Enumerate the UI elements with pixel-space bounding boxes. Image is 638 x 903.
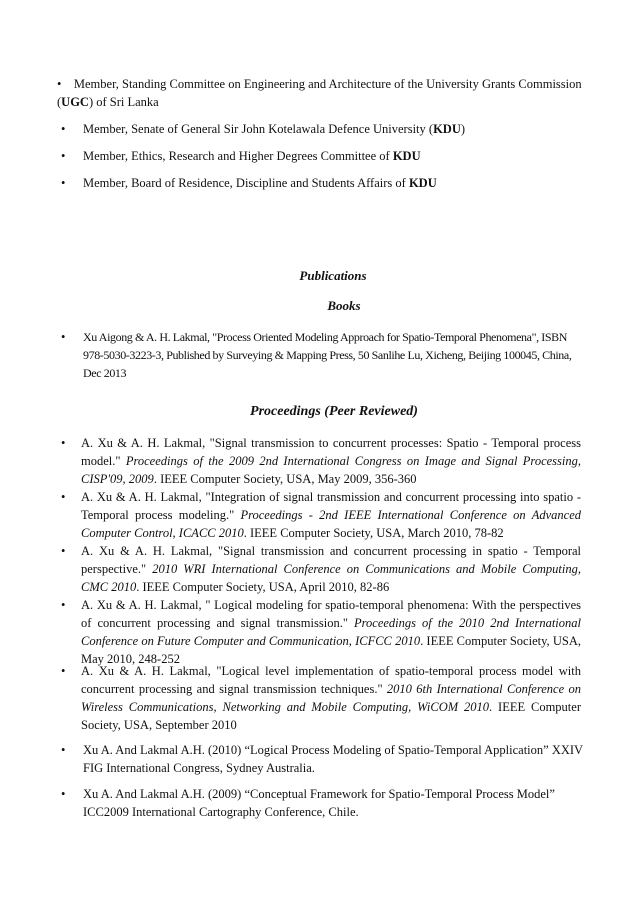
proceeding-item: A. Xu & A. H. Lakmal, "Signal transmission to concurrent processes: Spatio - Temporal process model." Proceedings of the 2009 2nd International Congress on Image and Signal Processing, CISP'09, 2009. IEEE Computer Society, USA, May 2009, 356-360	[81, 436, 581, 486]
bullet: •	[61, 122, 66, 136]
publication-item: Xu A. And Lakmal A.H. (2010) “Logical Process Modeling of Spatio-Temporal Application” XXIV FIG International Congress, Sydney Australia.	[83, 743, 583, 775]
bullet: •	[61, 149, 66, 163]
proceedings-heading: Proceedings (Peer Reviewed)	[250, 404, 418, 419]
publications-heading: Publications	[299, 268, 367, 283]
proceeding-item: A. Xu & A. H. Lakmal, " Logical modeling for spatio-temporal phenomena: With the perspectives of concurrent processing and signal transmission." Proceedings of the 2010 2nd International Conference on Future Computer and Communication, ICFCC 2010. IEEE Computer Society, USA, May 2010, 248-252	[81, 598, 581, 666]
bullet: •	[57, 77, 62, 91]
proceeding-item: A. Xu & A. H. Lakmal, "Signal transmission and concurrent processing in spatio - Temporal perspective." 2010 WRI International Conference on Communications and Mobile Computing, CMC 2010. IEEE Computer Society, USA, April 2010, 82-86	[81, 544, 581, 594]
membership-item: Member, Board of Residence, Discipline and Students Affairs of KDU	[83, 176, 437, 190]
bullet: •	[61, 787, 66, 801]
bullet: •	[61, 436, 66, 450]
bullet: •	[61, 743, 66, 757]
proceeding-item: A. Xu & A. H. Lakmal, "Integration of signal transmission and concurrent processing into spatio - Temporal process modeling." Proceedings - 2nd IEEE International Conference on Advanced Computer Control, ICACC 2010. IEEE Computer Society, USA, March 2010, 78-82	[81, 490, 581, 540]
membership-item: • Member, Standing Committee on Engineering and Architecture of the University Grants Commission (UGC) of Sri Lanka	[57, 77, 582, 109]
book-item: Xu Aigong & A. H. Lakmal, "Process Oriented Modeling Approach for Spatio-Temporal Phenomena", ISBN 978-5030-3223-3, Published by Surveying & Mapping Press, 50 Sanlihe Lu, Xicheng, Beijing 100045, China, Dec 2013	[83, 330, 572, 380]
bullet: •	[61, 598, 66, 612]
bullet: •	[61, 664, 66, 678]
books-heading: Books	[327, 298, 361, 313]
bullet: •	[61, 544, 66, 558]
bullet: •	[61, 490, 66, 504]
publication-item: Xu A. And Lakmal A.H. (2009) “Conceptual Framework for Spatio-Temporal Process Model” ICC2009 International Cartography Conference, Chile.	[83, 787, 555, 819]
membership-item: Member, Ethics, Research and Higher Degrees Committee of KDU	[83, 149, 421, 163]
bullet: •	[61, 176, 66, 190]
proceeding-item: A. Xu & A. H. Lakmal, "Logical level implementation of spatio-temporal process model with concurrent processing and signal transmission techniques." 2010 6th International Conference on Wireless Communications, Networking and Mobile Computing, WiCOM 2010. IEEE Computer Society, USA, September 2010	[81, 664, 582, 732]
bullet: •	[61, 330, 66, 344]
membership-item: Member, Senate of General Sir John Kotelawala Defence University (KDU)	[83, 122, 466, 136]
